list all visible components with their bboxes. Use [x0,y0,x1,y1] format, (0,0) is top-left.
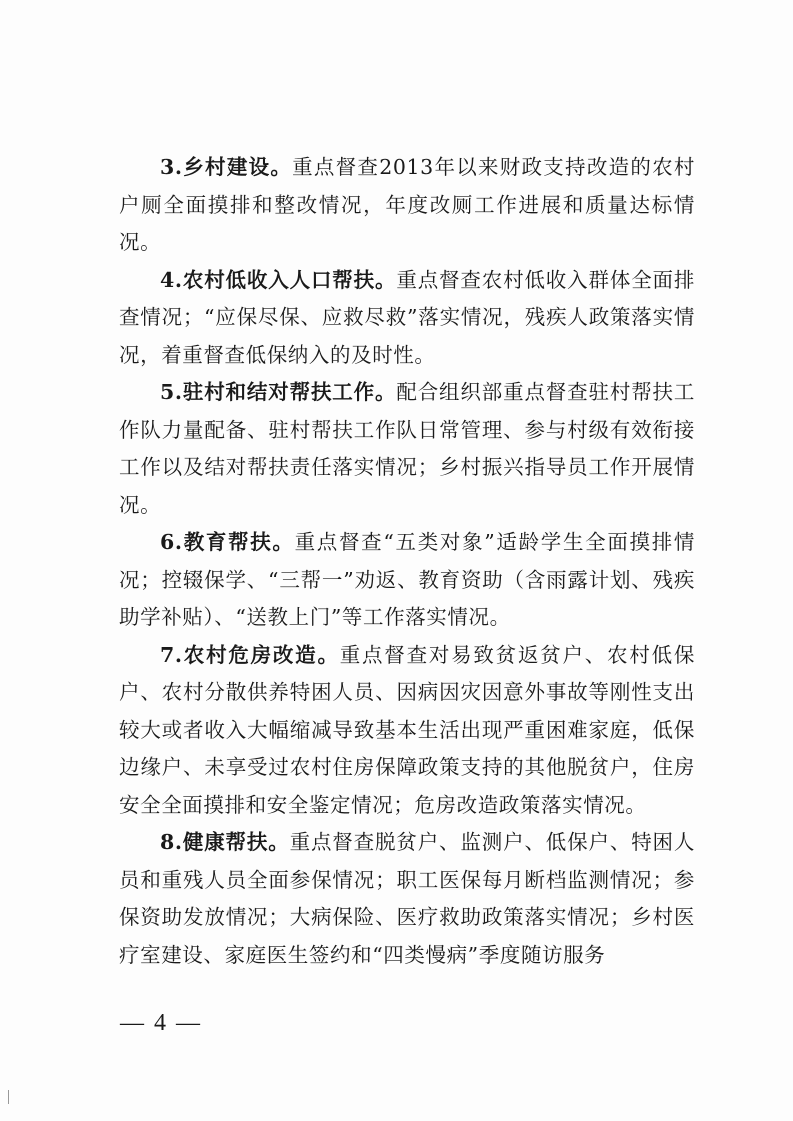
item-number: 8. [160,830,183,854]
paragraph-health-support [119,824,695,974]
page-number: — 4 — [120,1010,202,1036]
item-body: 配合组织部重点督查驻村帮扶工作队力量配备、驻村帮扶工作队日常管理、参与村级有效衔接工作以及结对帮扶责任落实情况；乡村振兴指导员工作开展情况。 [119,380,695,517]
document-body [119,149,695,974]
item-number: 7. [160,642,183,667]
item-heading: 农村低收入人口帮扶。 [182,267,397,292]
item-body: 重点督查脱贫户、监测户、低保户、特困人员和重残人员全面参保情况；职工医保每月断档监测情况；参保资助发放情况；大病保险、医疗救助政策落实情况；乡村医疗室建设、家庭医生签约和“四类慢病”季度随访服务 [119,830,695,967]
item-number: 3. [160,155,183,179]
item-number: 5. [160,380,183,404]
item-heading: 农村危房改造。 [182,642,340,667]
paragraph-education-support [119,524,695,637]
item-number: 4. [160,267,183,292]
paragraph-housing-renovation [119,637,695,825]
item-heading: 乡村建设。 [182,155,293,179]
paragraph-village-assistance [119,374,695,524]
item-body: 重点督查对易致贫返贫户、农村低保户、农村分散供养特困人员、因病因灾因意外事故等刚性支出较大或者收入大幅缩减导致基本生活出现严重困难家庭，低保边缘户、未享受过农村住房保障政策支持的其他脱贫户，住房安全全面摸排和安全鉴定情况；危房改造政策落实情况。 [119,642,695,817]
item-body: 重点督查2013年以来财政支持改造的农村户厕全面摸排和整改情况，年度改厕工作进展和质量达标情况。 [119,155,695,254]
paragraph-rural-construction [119,149,695,262]
item-heading: 驻村和结对帮扶工作。 [182,380,397,404]
item-number: 6. [160,530,183,554]
item-heading: 教育帮扶。 [182,530,295,554]
item-body: 重点督查“五类对象”适龄学生全面摸排情况；控辍保学、“三帮一”劝返、教育资助（含雨露计划、残疾助学补贴）、“送教上门”等工作落实情况。 [119,530,696,629]
item-body: 重点督查农村低收入群体全面排查情况；“应保尽保、应救尽救”落实情况，残疾人政策落实情况，着重督查低保纳入的及时性。 [119,267,695,367]
item-heading: 健康帮扶。 [182,830,290,854]
paragraph-low-income-support [119,262,695,375]
scan-edge-mark [8,1090,9,1104]
